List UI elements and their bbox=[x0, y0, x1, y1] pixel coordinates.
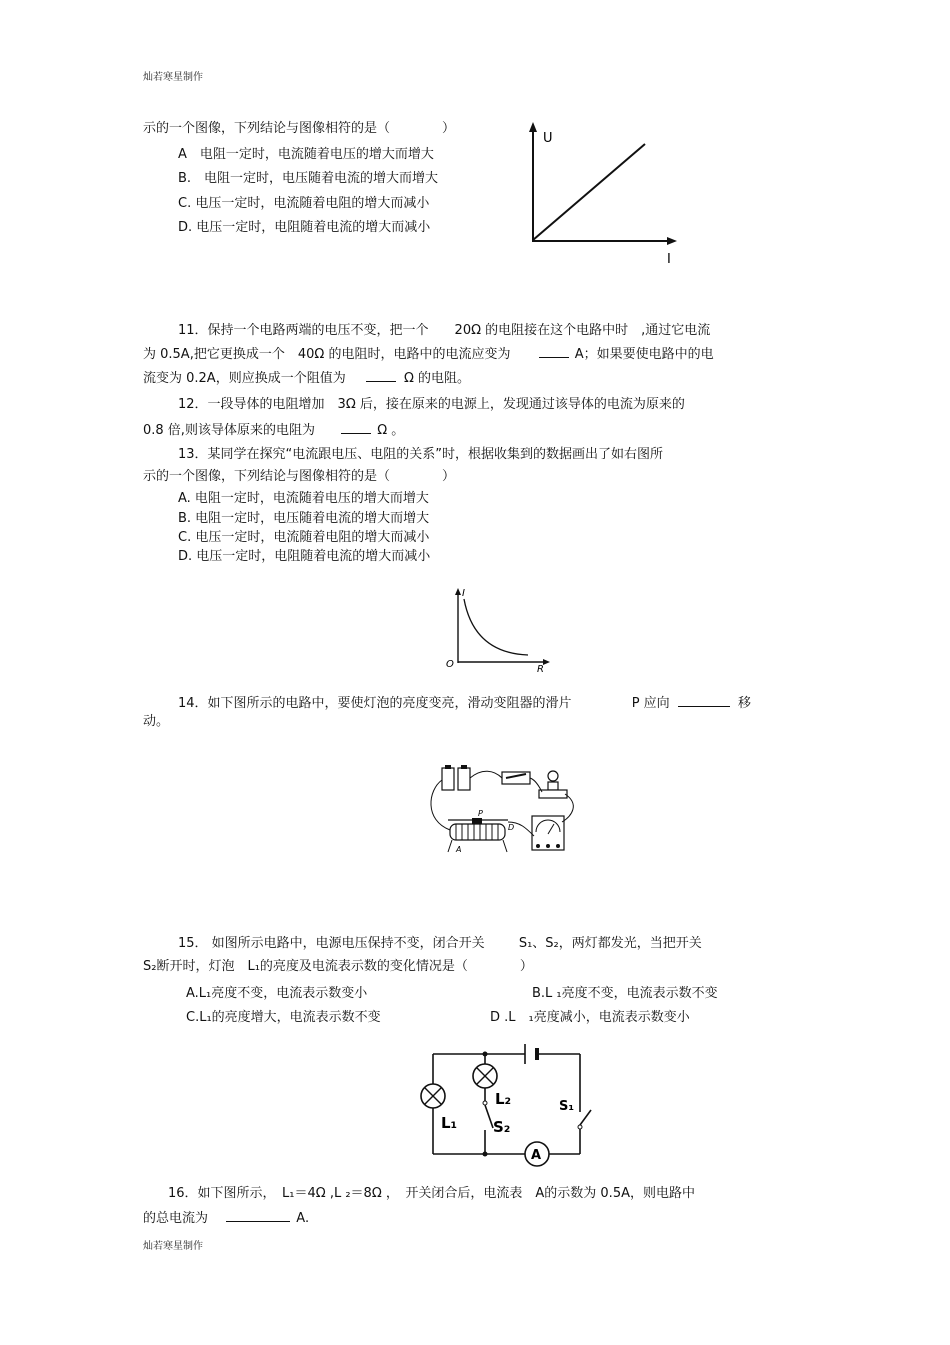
lamp-l2-icon bbox=[473, 1064, 497, 1088]
ammeter-icon bbox=[532, 816, 564, 850]
q13-option-c: C. 电压一定时，电流随着电阻的增大而减小 bbox=[178, 530, 430, 545]
q13-option-a: A. 电阻一定时，电流随着电压的增大而增大 bbox=[178, 491, 429, 506]
x-axis-arrow-icon bbox=[543, 659, 550, 665]
q10-stem: 示的一个图像，下列结论与图像相符的是（ ） bbox=[143, 121, 456, 136]
battery-icon bbox=[442, 765, 470, 790]
q16-line2-text-end: A. bbox=[296, 1211, 310, 1226]
q14-blank-direction bbox=[678, 694, 730, 707]
battery-icon bbox=[525, 1044, 537, 1064]
q15-line2: S₂断开时，灯泡 L₁的亮度及电流表示数的变化情况是（ ） bbox=[143, 959, 533, 974]
q15-line1-text: 15． 如图所示电路中，电源电压保持不变，闭合开关 bbox=[178, 936, 485, 951]
y-axis-label: I bbox=[462, 588, 465, 599]
y-axis-arrow-icon bbox=[529, 122, 537, 132]
q11-line2-text: 为 0.5A,把它更换成一个 40Ω 的电阻时，电路中的电流应变为 bbox=[143, 347, 511, 362]
q16-line2 bbox=[143, 1209, 309, 1228]
q12-line2-text: 0.8 倍,则该导体原来的电阻为 bbox=[143, 423, 315, 438]
q11-line3-text-end: Ω 的电阻。 bbox=[403, 371, 471, 386]
q10-option-b: B. 电阻一定时，电压随着电流的增大而增大 bbox=[178, 171, 439, 186]
inverse-curve bbox=[464, 599, 528, 655]
label-d: D bbox=[508, 823, 515, 832]
switch-icon bbox=[502, 772, 530, 784]
q16-blank-total-current bbox=[226, 1209, 290, 1222]
q13-ir-graph bbox=[440, 585, 570, 675]
switch-s1-icon bbox=[578, 1110, 591, 1129]
q14-line2: 动。 bbox=[143, 714, 170, 729]
q15-option-a: A.L₁亮度不变，电流表示数变小 bbox=[186, 986, 368, 1001]
q11-blank-current bbox=[539, 345, 569, 358]
ammeter-icon bbox=[525, 1142, 549, 1166]
x-axis-label: I bbox=[667, 252, 671, 267]
q16-line1: 16．如下图所示， L₁＝4Ω ,L ₂＝8Ω ， 开关闭合后，电流表 A的示数为 0.5A，则电路中 bbox=[168, 1186, 695, 1201]
q14-line1 bbox=[178, 694, 751, 713]
label-l2: L₂ bbox=[495, 1090, 512, 1108]
page-header: 灿若寒星制作 bbox=[143, 72, 203, 83]
q12-line2 bbox=[143, 421, 404, 440]
q13-option-b: B. 电阻一定时，电压随着电流的增大而增大 bbox=[178, 511, 430, 526]
q11-line3-text: 流变为 0.2A，则应换成一个阻值为 bbox=[143, 371, 346, 386]
origin-label: O bbox=[446, 659, 454, 670]
q15-option-d: D .L ₁亮度减小，电流表示数变小 bbox=[490, 1010, 690, 1025]
q14-line1-p: P 应向 bbox=[631, 696, 670, 711]
q10-option-d: D. 电压一定时，电阻随着电流的增大而减小 bbox=[178, 220, 431, 235]
q15-option-b: B.L ₁亮度不变，电流表示数不变 bbox=[532, 986, 718, 1001]
q12-blank-resistance bbox=[341, 421, 371, 434]
y-axis-arrow-icon bbox=[455, 588, 461, 595]
q12-line2-text-end: Ω 。 bbox=[377, 423, 405, 438]
switch-s2-icon bbox=[483, 1101, 493, 1154]
q14-line1-text: 14．如下图所示的电路中，要使灯泡的亮度变亮，滑动变阻器的滑片 bbox=[178, 696, 572, 711]
q13-line2: 示的一个图像，下列结论与图像相符的是（ ） bbox=[143, 469, 456, 484]
q15-circuit-diagram bbox=[415, 1040, 595, 1170]
label-l1: L₁ bbox=[441, 1114, 458, 1132]
ammeter-label: A bbox=[531, 1148, 542, 1163]
q10-option-c: C. 电压一定时，电流随着电阻的增大而减小 bbox=[178, 196, 430, 211]
q13-line1: 13．某同学在探究“电流跟电压、电阻的关系”时，根据收集到的数据画出了如右图所 bbox=[178, 447, 664, 462]
q11-line1: 11．保持一个电路两端的电压不变，把一个 20Ω 的电阻接在这个电路中时 ,通过它电流 bbox=[178, 323, 711, 338]
q10-ui-graph bbox=[520, 120, 690, 270]
q15-line1 bbox=[178, 935, 702, 953]
x-axis-label: R bbox=[537, 664, 544, 675]
q10-option-a: A 电阻一定时，电流随着电压的增大而增大 bbox=[178, 147, 434, 162]
q13-option-d: D. 电压一定时，电阻随着电流的增大而减小 bbox=[178, 549, 431, 564]
lamp-l1-icon bbox=[421, 1084, 445, 1108]
x-axis-arrow-icon bbox=[667, 237, 677, 245]
q11-line2 bbox=[143, 345, 714, 364]
q14-line1-end: 移 bbox=[737, 696, 751, 711]
q11-line3 bbox=[143, 369, 470, 388]
page-footer: 灿若寒星制作 bbox=[143, 1241, 203, 1252]
bulb-icon bbox=[539, 771, 567, 798]
q14-circuit-illustration bbox=[420, 760, 590, 860]
label-a: A bbox=[456, 845, 462, 854]
graph-line bbox=[533, 144, 645, 240]
q16-line2-text: 的总电流为 bbox=[143, 1211, 209, 1226]
label-p: P bbox=[478, 809, 483, 818]
q15-line1-text-end: S₁、S₂，两灯都发光，当把开关 bbox=[518, 936, 702, 951]
label-s1: S₁ bbox=[559, 1099, 575, 1114]
q11-blank-resistance bbox=[366, 369, 396, 382]
label-s2: S₂ bbox=[493, 1118, 511, 1136]
q11-line2-text-end: A；如果要使电路中的电 bbox=[574, 347, 714, 362]
y-axis-label: U bbox=[543, 131, 553, 146]
q15-option-c: C.L₁的亮度增大，电流表示数不变 bbox=[186, 1010, 381, 1025]
q12-line1: 12．一段导体的电阻增加 3Ω 后，接在原来的电源上，发现通过该导体的电流为原来的 bbox=[178, 397, 685, 412]
